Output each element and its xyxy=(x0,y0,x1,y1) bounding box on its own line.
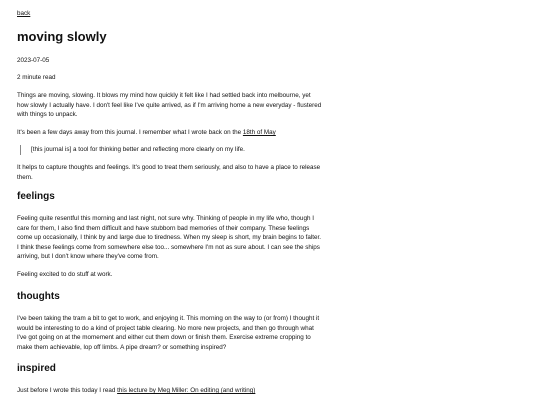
thoughts-heading: thoughts xyxy=(17,291,60,302)
feelings-paragraph-1: Feeling quite resentful this morning and last night, not sure why. Thinking of people in my life who, though I care for them, I also find them difficult and have stubborn bad memories of their company. These feelings come up occasionally, I think by and large due to tiredness. When my sleep is short, my brain begins to falter. I think these feelings come from somewhere else too... somewhere I'm not as sure about. I can see the ships arriving, but I don't know where they've come from. xyxy=(17,215,322,261)
feelings-heading: feelings xyxy=(17,191,55,202)
page-title: moving slowly xyxy=(17,29,107,44)
intro-paragraph-2-text: It's been a few days away from this journal. I remember what I wrote back on the xyxy=(17,129,243,136)
intro-paragraph-1: Things are moving, slowing. It blows my mind how quickly it felt like I had settled back into melbourne, yet how slowly I actually have. I don't feel like I've quite arrived, as if I'm arriving home a new everyday - flustered with things to unpack. xyxy=(17,92,322,119)
inspired-paragraph-1-text: Just before I wrote this today I read xyxy=(17,387,118,394)
inspired-paragraph-1 xyxy=(17,386,322,396)
lecture-link[interactable]: this lecture by Meg Miller: On editing (and writing) xyxy=(117,387,256,394)
back-link[interactable]: back xyxy=(17,10,31,17)
thoughts-paragraph-1: I've been taking the tram a bit to get to work, and enjoying it. This morning on the way to (or from) I thought it would be interesting to do a kind of project table clearing. No more new projects, and then go through what I've got going on at the momement and either cut them down or finish them. Exercise extreme cropping to make them achievable, lop off limbs. A pipe dream? or something inspired? xyxy=(17,315,320,351)
journal-entry-link[interactable]: 18th of May xyxy=(242,129,276,136)
read-time: 2 minute read xyxy=(17,74,56,81)
intro-paragraph-2 xyxy=(17,128,322,138)
feelings-paragraph-2: Feeling excited to do stuff at work. xyxy=(17,271,113,278)
post-date: 2023-07-05 xyxy=(17,57,50,64)
intro-paragraph-3: It helps to capture thoughts and feelings. It's good to treat them seriously, and also to have a place to release them. xyxy=(17,164,321,181)
inspired-heading: inspired xyxy=(17,363,56,374)
journal-quote: [this journal is] a tool for thinking better and reflecting more clearly on my life. xyxy=(20,145,245,155)
